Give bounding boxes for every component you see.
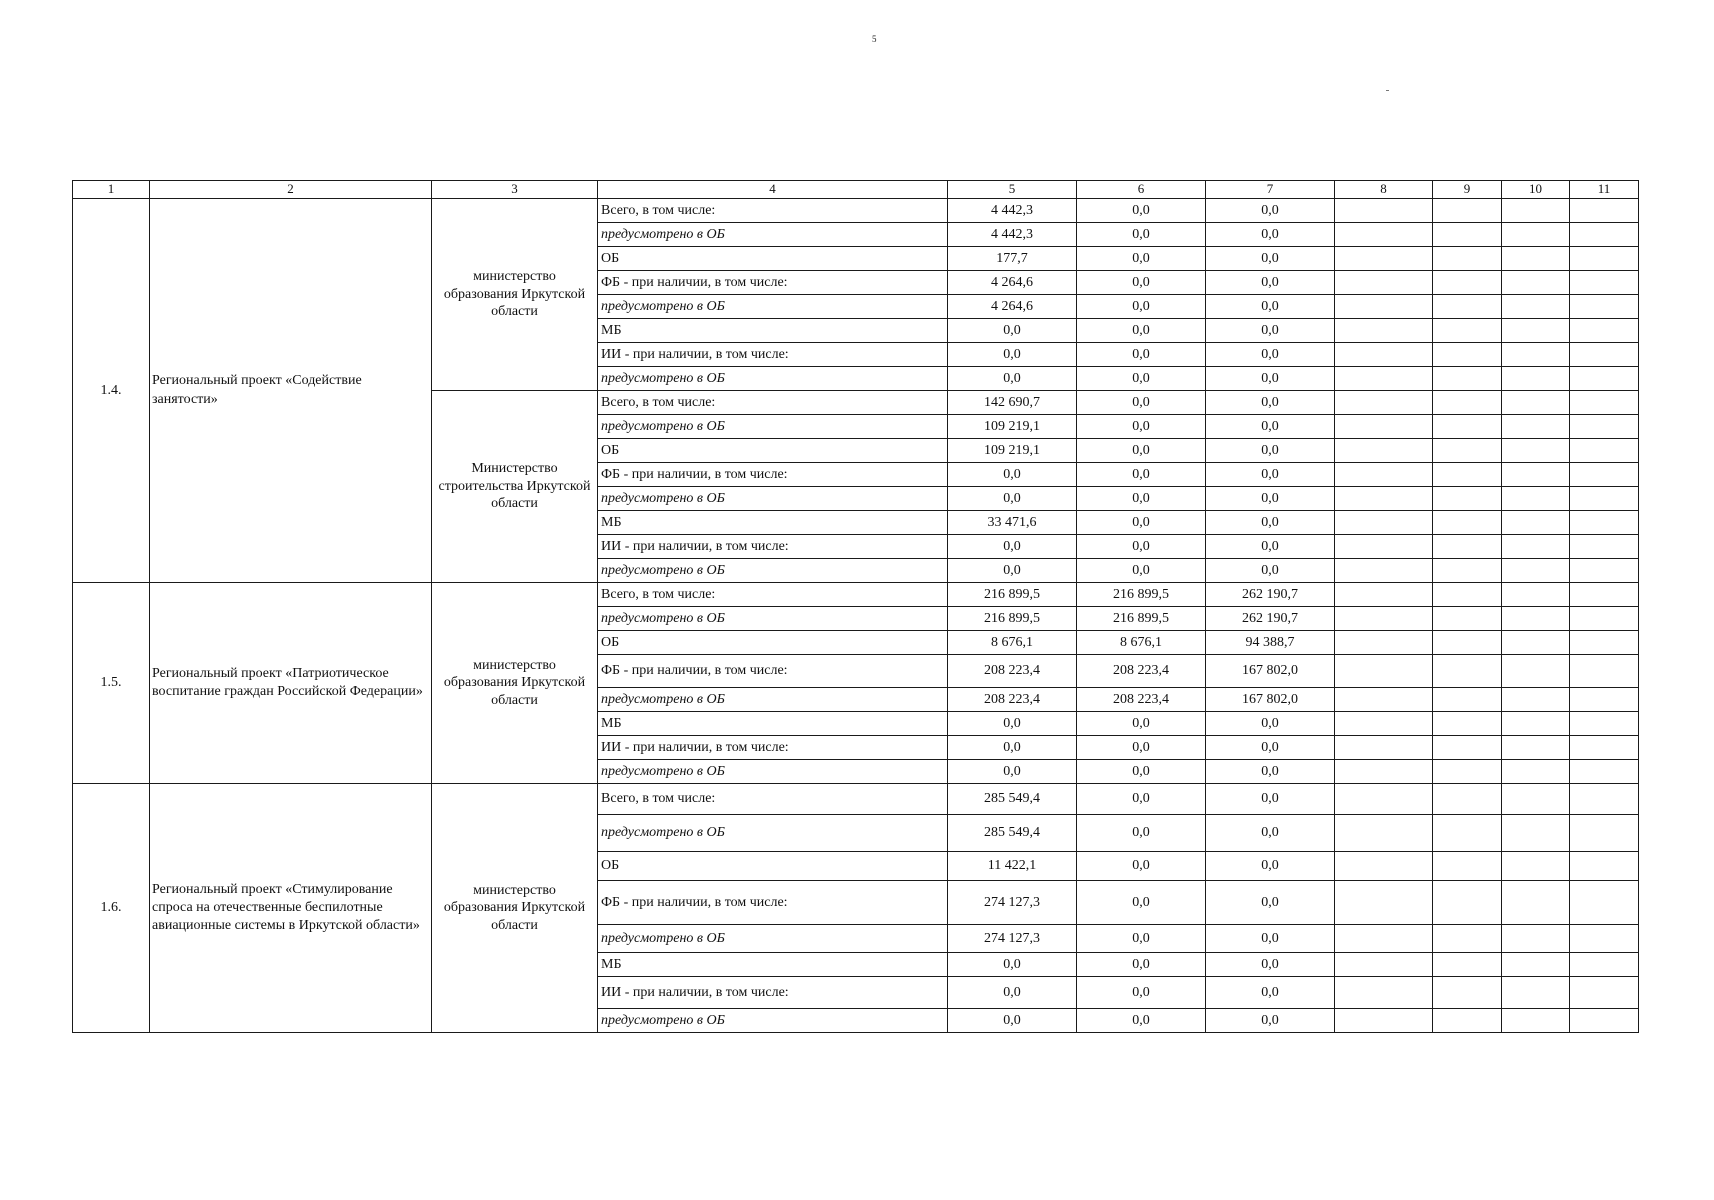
empty-cell-col-10 [1502,223,1570,247]
empty-cell-col-10 [1502,295,1570,319]
amount-col-6: 216 899,5 [1077,583,1206,607]
amount-col-7: 0,0 [1206,319,1335,343]
amount-col-6: 208 223,4 [1077,688,1206,712]
empty-cell-col-9 [1433,631,1502,655]
empty-cell-col-10 [1502,881,1570,925]
empty-cell-col-9 [1433,415,1502,439]
project-title: Региональный проект «Стимулирование спроса на отечественные беспилотные авиационные системы в Иркутской области» [150,784,432,1033]
empty-cell-col-9 [1433,463,1502,487]
empty-cell-col-11 [1570,535,1639,559]
empty-cell-col-10 [1502,736,1570,760]
amount-col-7: 0,0 [1206,295,1335,319]
amount-col-6: 0,0 [1077,736,1206,760]
amount-col-6: 0,0 [1077,415,1206,439]
empty-cell-col-8 [1335,760,1433,784]
column-number-8: 8 [1335,181,1433,199]
empty-cell-col-11 [1570,271,1639,295]
amount-col-5: 274 127,3 [948,925,1077,953]
empty-cell-col-11 [1570,295,1639,319]
amount-col-7: 0,0 [1206,199,1335,223]
amount-col-7: 0,0 [1206,391,1335,415]
column-number-10: 10 [1502,181,1570,199]
amount-col-5: 4 442,3 [948,223,1077,247]
amount-col-5: 0,0 [948,712,1077,736]
amount-col-6: 0,0 [1077,247,1206,271]
empty-cell-col-8 [1335,367,1433,391]
column-number-1: 1 [73,181,150,199]
funding-source-label: предусмотрено в ОБ [598,925,948,953]
table-body [73,199,1639,1033]
empty-cell-col-9 [1433,815,1502,852]
empty-cell-col-10 [1502,415,1570,439]
empty-cell-col-10 [1502,953,1570,977]
empty-cell-col-10 [1502,631,1570,655]
project-title: Региональный проект «Содействие занятости» [150,199,432,583]
amount-col-7: 0,0 [1206,760,1335,784]
empty-cell-col-10 [1502,760,1570,784]
empty-cell-col-9 [1433,736,1502,760]
empty-cell-col-8 [1335,784,1433,815]
empty-cell-col-9 [1433,559,1502,583]
amount-col-6: 0,0 [1077,463,1206,487]
amount-col-5: 109 219,1 [948,439,1077,463]
project-title: Региональный проект «Патриотическое воспитание граждан Российской Федерации» [150,583,432,784]
empty-cell-col-11 [1570,223,1639,247]
amount-col-7: 0,0 [1206,559,1335,583]
empty-cell-col-9 [1433,511,1502,535]
empty-cell-col-10 [1502,977,1570,1009]
empty-cell-col-9 [1433,367,1502,391]
amount-col-7: 0,0 [1206,247,1335,271]
empty-cell-col-9 [1433,271,1502,295]
empty-cell-col-10 [1502,391,1570,415]
amount-col-6: 0,0 [1077,925,1206,953]
project-index: 1.4. [73,199,150,583]
empty-cell-col-9 [1433,712,1502,736]
empty-cell-col-10 [1502,559,1570,583]
table-row [73,199,1639,223]
column-number-3: 3 [432,181,598,199]
empty-cell-col-9 [1433,977,1502,1009]
empty-cell-col-10 [1502,852,1570,881]
amount-col-5: 216 899,5 [948,607,1077,631]
empty-cell-col-10 [1502,712,1570,736]
empty-cell-col-8 [1335,607,1433,631]
empty-cell-col-11 [1570,511,1639,535]
empty-cell-col-10 [1502,1009,1570,1033]
empty-cell-col-11 [1570,736,1639,760]
amount-col-5: 4 264,6 [948,271,1077,295]
empty-cell-col-8 [1335,852,1433,881]
empty-cell-col-8 [1335,463,1433,487]
funding-source-label: МБ [598,712,948,736]
amount-col-6: 0,0 [1077,977,1206,1009]
amount-col-6: 0,0 [1077,881,1206,925]
amount-col-7: 0,0 [1206,852,1335,881]
amount-col-6: 0,0 [1077,343,1206,367]
empty-cell-col-8 [1335,953,1433,977]
empty-cell-col-9 [1433,607,1502,631]
empty-cell-col-9 [1433,760,1502,784]
scan-mark [1386,90,1389,91]
empty-cell-col-8 [1335,655,1433,688]
amount-col-5: 0,0 [948,487,1077,511]
amount-col-5: 0,0 [948,736,1077,760]
amount-col-5: 0,0 [948,367,1077,391]
amount-col-5: 11 422,1 [948,852,1077,881]
amount-col-7: 262 190,7 [1206,607,1335,631]
funding-source-label: ФБ - при наличии, в том числе: [598,881,948,925]
empty-cell-col-10 [1502,815,1570,852]
empty-cell-col-11 [1570,1009,1639,1033]
empty-cell-col-8 [1335,295,1433,319]
empty-cell-col-8 [1335,688,1433,712]
empty-cell-col-8 [1335,271,1433,295]
amount-col-5: 208 223,4 [948,688,1077,712]
empty-cell-col-9 [1433,439,1502,463]
amount-col-5: 0,0 [948,953,1077,977]
empty-cell-col-8 [1335,247,1433,271]
amount-col-5: 33 471,6 [948,511,1077,535]
amount-col-5: 0,0 [948,535,1077,559]
amount-col-5: 0,0 [948,977,1077,1009]
empty-cell-col-11 [1570,391,1639,415]
executor-name: Министерство строительства Иркутской области [432,391,598,583]
empty-cell-col-10 [1502,784,1570,815]
empty-cell-col-10 [1502,439,1570,463]
funding-source-label: предусмотрено в ОБ [598,760,948,784]
empty-cell-col-8 [1335,712,1433,736]
empty-cell-col-9 [1433,343,1502,367]
amount-col-5: 109 219,1 [948,415,1077,439]
funding-source-label: предусмотрено в ОБ [598,815,948,852]
empty-cell-col-11 [1570,631,1639,655]
empty-cell-col-11 [1570,367,1639,391]
empty-cell-col-9 [1433,319,1502,343]
amount-col-6: 0,0 [1077,487,1206,511]
funding-source-label: предусмотрено в ОБ [598,559,948,583]
empty-cell-col-10 [1502,925,1570,953]
empty-cell-col-11 [1570,607,1639,631]
empty-cell-col-11 [1570,852,1639,881]
empty-cell-col-11 [1570,487,1639,511]
empty-cell-col-9 [1433,784,1502,815]
amount-col-6: 0,0 [1077,1009,1206,1033]
empty-cell-col-11 [1570,784,1639,815]
column-number-4: 4 [598,181,948,199]
funding-source-label: МБ [598,511,948,535]
empty-cell-col-11 [1570,688,1639,712]
empty-cell-col-8 [1335,881,1433,925]
amount-col-6: 216 899,5 [1077,607,1206,631]
amount-col-7: 94 388,7 [1206,631,1335,655]
empty-cell-col-9 [1433,295,1502,319]
funding-source-label: МБ [598,953,948,977]
amount-col-6: 0,0 [1077,295,1206,319]
amount-col-5: 285 549,4 [948,784,1077,815]
funding-source-label: предусмотрено в ОБ [598,223,948,247]
empty-cell-col-9 [1433,881,1502,925]
amount-col-6: 0,0 [1077,784,1206,815]
empty-cell-col-8 [1335,391,1433,415]
empty-cell-col-9 [1433,487,1502,511]
amount-col-5: 274 127,3 [948,881,1077,925]
empty-cell-col-11 [1570,815,1639,852]
executor-name: министерство образования Иркутской области [432,583,598,784]
amount-col-6: 0,0 [1077,511,1206,535]
column-number-9: 9 [1433,181,1502,199]
empty-cell-col-10 [1502,535,1570,559]
amount-col-6: 0,0 [1077,953,1206,977]
amount-col-7: 0,0 [1206,784,1335,815]
empty-cell-col-9 [1433,655,1502,688]
column-number-row [73,181,1639,199]
amount-col-7: 0,0 [1206,415,1335,439]
amount-col-5: 0,0 [948,343,1077,367]
column-number-6: 6 [1077,181,1206,199]
funding-source-label: предусмотрено в ОБ [598,607,948,631]
empty-cell-col-10 [1502,367,1570,391]
empty-cell-col-8 [1335,439,1433,463]
amount-col-5: 0,0 [948,760,1077,784]
empty-cell-col-9 [1433,925,1502,953]
empty-cell-col-10 [1502,583,1570,607]
amount-col-7: 0,0 [1206,367,1335,391]
amount-col-6: 0,0 [1077,223,1206,247]
funding-source-label: Всего, в том числе: [598,199,948,223]
amount-col-7: 262 190,7 [1206,583,1335,607]
empty-cell-col-8 [1335,925,1433,953]
amount-col-5: 0,0 [948,463,1077,487]
budget-table [72,180,1639,1033]
amount-col-7: 0,0 [1206,463,1335,487]
amount-col-5: 208 223,4 [948,655,1077,688]
amount-col-7: 167 802,0 [1206,655,1335,688]
empty-cell-col-11 [1570,439,1639,463]
empty-cell-col-9 [1433,852,1502,881]
empty-cell-col-9 [1433,247,1502,271]
empty-cell-col-8 [1335,199,1433,223]
empty-cell-col-11 [1570,559,1639,583]
empty-cell-col-10 [1502,511,1570,535]
empty-cell-col-11 [1570,977,1639,1009]
amount-col-6: 8 676,1 [1077,631,1206,655]
amount-col-7: 0,0 [1206,815,1335,852]
empty-cell-col-8 [1335,815,1433,852]
funding-source-label: ОБ [598,631,948,655]
empty-cell-col-8 [1335,583,1433,607]
empty-cell-col-8 [1335,535,1433,559]
empty-cell-col-11 [1570,655,1639,688]
amount-col-5: 177,7 [948,247,1077,271]
empty-cell-col-8 [1335,736,1433,760]
amount-col-6: 0,0 [1077,852,1206,881]
empty-cell-col-9 [1433,1009,1502,1033]
column-number-2: 2 [150,181,432,199]
funding-source-label: ИИ - при наличии, в том числе: [598,736,948,760]
funding-source-label: ИИ - при наличии, в том числе: [598,343,948,367]
amount-col-7: 0,0 [1206,535,1335,559]
executor-name: министерство образования Иркутской области [432,784,598,1033]
empty-cell-col-11 [1570,953,1639,977]
amount-col-5: 142 690,7 [948,391,1077,415]
amount-col-6: 0,0 [1077,559,1206,583]
empty-cell-col-9 [1433,688,1502,712]
funding-source-label: предусмотрено в ОБ [598,367,948,391]
amount-col-6: 208 223,4 [1077,655,1206,688]
empty-cell-col-11 [1570,463,1639,487]
empty-cell-col-11 [1570,247,1639,271]
empty-cell-col-11 [1570,760,1639,784]
amount-col-5: 0,0 [948,319,1077,343]
empty-cell-col-9 [1433,223,1502,247]
funding-source-label: МБ [598,319,948,343]
empty-cell-col-10 [1502,607,1570,631]
amount-col-6: 0,0 [1077,712,1206,736]
empty-cell-col-9 [1433,199,1502,223]
amount-col-6: 0,0 [1077,391,1206,415]
amount-col-6: 0,0 [1077,319,1206,343]
empty-cell-col-10 [1502,487,1570,511]
funding-source-label: предусмотрено в ОБ [598,295,948,319]
empty-cell-col-9 [1433,391,1502,415]
project-index: 1.5. [73,583,150,784]
column-number-7: 7 [1206,181,1335,199]
funding-source-label: ФБ - при наличии, в том числе: [598,655,948,688]
empty-cell-col-8 [1335,977,1433,1009]
amount-col-6: 0,0 [1077,535,1206,559]
amount-col-6: 0,0 [1077,815,1206,852]
table-row [73,583,1639,607]
amount-col-7: 0,0 [1206,736,1335,760]
amount-col-6: 0,0 [1077,199,1206,223]
amount-col-5: 285 549,4 [948,815,1077,852]
empty-cell-col-11 [1570,199,1639,223]
funding-source-label: Всего, в том числе: [598,391,948,415]
empty-cell-col-8 [1335,415,1433,439]
amount-col-7: 0,0 [1206,1009,1335,1033]
empty-cell-col-8 [1335,487,1433,511]
funding-source-label: предусмотрено в ОБ [598,688,948,712]
table-row [73,784,1639,815]
empty-cell-col-10 [1502,688,1570,712]
column-number-5: 5 [948,181,1077,199]
empty-cell-col-8 [1335,559,1433,583]
amount-col-7: 0,0 [1206,953,1335,977]
empty-cell-col-10 [1502,343,1570,367]
funding-source-label: Всего, в том числе: [598,583,948,607]
executor-name: министерство образования Иркутской области [432,199,598,391]
empty-cell-col-11 [1570,583,1639,607]
empty-cell-col-8 [1335,631,1433,655]
empty-cell-col-10 [1502,247,1570,271]
amount-col-7: 0,0 [1206,511,1335,535]
empty-cell-col-11 [1570,881,1639,925]
empty-cell-col-9 [1433,535,1502,559]
amount-col-6: 0,0 [1077,439,1206,463]
funding-source-label: Всего, в том числе: [598,784,948,815]
funding-source-label: ИИ - при наличии, в том числе: [598,535,948,559]
funding-source-label: ИИ - при наличии, в том числе: [598,977,948,1009]
funding-source-label: ФБ - при наличии, в том числе: [598,463,948,487]
column-number-11: 11 [1570,181,1639,199]
funding-source-label: ФБ - при наличии, в том числе: [598,271,948,295]
empty-cell-col-8 [1335,319,1433,343]
empty-cell-col-10 [1502,271,1570,295]
empty-cell-col-10 [1502,463,1570,487]
empty-cell-col-11 [1570,319,1639,343]
amount-col-7: 0,0 [1206,977,1335,1009]
amount-col-6: 0,0 [1077,760,1206,784]
amount-col-6: 0,0 [1077,367,1206,391]
amount-col-5: 0,0 [948,1009,1077,1033]
empty-cell-col-8 [1335,511,1433,535]
empty-cell-col-9 [1433,583,1502,607]
empty-cell-col-11 [1570,343,1639,367]
amount-col-7: 0,0 [1206,343,1335,367]
amount-col-5: 216 899,5 [948,583,1077,607]
amount-col-7: 0,0 [1206,925,1335,953]
amount-col-5: 4 442,3 [948,199,1077,223]
funding-source-label: предусмотрено в ОБ [598,415,948,439]
amount-col-5: 0,0 [948,559,1077,583]
amount-col-7: 0,0 [1206,271,1335,295]
amount-col-7: 0,0 [1206,439,1335,463]
empty-cell-col-11 [1570,712,1639,736]
empty-cell-col-8 [1335,343,1433,367]
funding-source-label: предусмотрено в ОБ [598,1009,948,1033]
funding-source-label: ОБ [598,852,948,881]
amount-col-5: 8 676,1 [948,631,1077,655]
project-index: 1.6. [73,784,150,1033]
empty-cell-col-11 [1570,415,1639,439]
page-number: 5 [872,34,877,44]
empty-cell-col-10 [1502,319,1570,343]
empty-cell-col-10 [1502,199,1570,223]
funding-source-label: ОБ [598,247,948,271]
amount-col-5: 4 264,6 [948,295,1077,319]
funding-source-label: предусмотрено в ОБ [598,487,948,511]
amount-col-7: 0,0 [1206,881,1335,925]
amount-col-7: 0,0 [1206,712,1335,736]
empty-cell-col-10 [1502,655,1570,688]
funding-source-label: ОБ [598,439,948,463]
amount-col-6: 0,0 [1077,271,1206,295]
empty-cell-col-9 [1433,953,1502,977]
empty-cell-col-11 [1570,925,1639,953]
empty-cell-col-8 [1335,223,1433,247]
amount-col-7: 167 802,0 [1206,688,1335,712]
amount-col-7: 0,0 [1206,487,1335,511]
amount-col-7: 0,0 [1206,223,1335,247]
empty-cell-col-8 [1335,1009,1433,1033]
